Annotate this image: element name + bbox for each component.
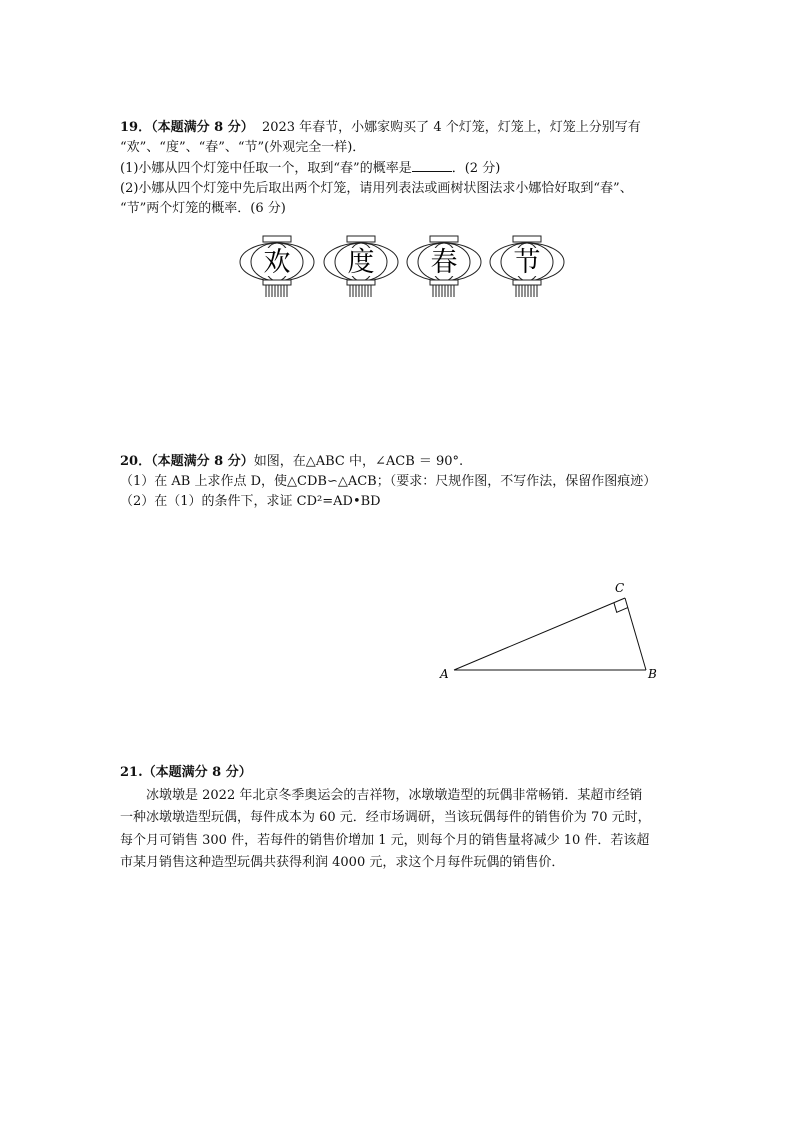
lantern-huan <box>238 234 316 300</box>
question-20 <box>120 452 680 512</box>
q19-line1 <box>120 118 680 138</box>
q19-part1-score: ．(2 分) <box>451 161 501 176</box>
q20-part2: （2）在（1）的条件下，求证 CD²=AD•BD <box>120 494 381 509</box>
q19-score: （本题满分 8 分） <box>151 120 254 135</box>
lantern-chun <box>405 234 483 300</box>
q20-line1 <box>120 452 680 472</box>
lanterns-figure <box>238 234 568 300</box>
right-angle-mark <box>614 603 628 613</box>
label-a: A <box>440 667 449 681</box>
answer-blank <box>412 158 452 172</box>
q19-part2-line2: “节”两个灯笼的概率．(6 分) <box>120 201 286 216</box>
q20-text: 如图，在△ABC 中，∠ACB ＝ 90°. <box>253 454 464 469</box>
q20-score: （本题满分 8 分） <box>151 454 254 469</box>
question-19 <box>120 118 680 219</box>
lantern-char: 节 <box>513 247 541 278</box>
lantern-char: 春 <box>430 247 458 278</box>
q20-part1: （1）在 AB 上求作点 D，使△CDB∽△ACB；（要求：尺规作图，不写作法，保留作图痕迹） <box>120 474 657 489</box>
q19-text: 2023 年春节，小娜家购买了 4 个灯笼，灯笼上，灯笼上分别写有 <box>261 120 641 135</box>
q21-score: （本题满分 8 分） <box>142 765 252 780</box>
q19-number: 19． <box>120 120 152 135</box>
q19-part1-text: (1)小娜从四个灯笼中任取一个，取到“春”的概率是 <box>120 161 412 176</box>
lantern-du <box>322 234 400 300</box>
side-ac <box>454 598 625 670</box>
question-21 <box>120 762 680 875</box>
q21-line2: 一种冰墩墩造型玩偶，每件成本为 60 元．经市场调研，当该玩偶每件的销售价为 70 元时， <box>120 810 651 825</box>
q21-line3: 每个月可销售 300 件，若每件的销售价增加 1 元，则每个月的销售量将减少 10 件．若该超 <box>120 832 650 848</box>
label-b: B <box>648 667 657 681</box>
q19-part2-line1: (2)小娜从四个灯笼中先后取出两个灯笼，请用列表法或画树状图法求小娜恰好取到“春”、 <box>120 181 633 196</box>
q19-part1 <box>120 158 680 179</box>
q21-heading <box>120 762 680 785</box>
q21-line1: 冰墩墩是 2022 年北京冬季奥运会的吉祥物，冰墩墩造型的玩偶非常畅销．某超市经销 <box>146 787 643 803</box>
label-c: C <box>615 581 625 595</box>
q19-line2: “欢”、“度”、“春”、“节”(外观完全一样)． <box>120 140 366 155</box>
lantern-char: 欢 <box>263 247 291 278</box>
lantern-jie <box>488 234 566 300</box>
q21-line4: 市某月销售这种造型玩偶共获得利润 4000 元，求这个月每件玩偶的销售价． <box>120 855 565 870</box>
q21-number: 21. <box>120 765 143 780</box>
q20-number: 20． <box>120 454 152 469</box>
triangle-abc-figure <box>430 576 670 686</box>
side-cb <box>625 598 646 670</box>
lantern-char: 度 <box>347 247 375 278</box>
